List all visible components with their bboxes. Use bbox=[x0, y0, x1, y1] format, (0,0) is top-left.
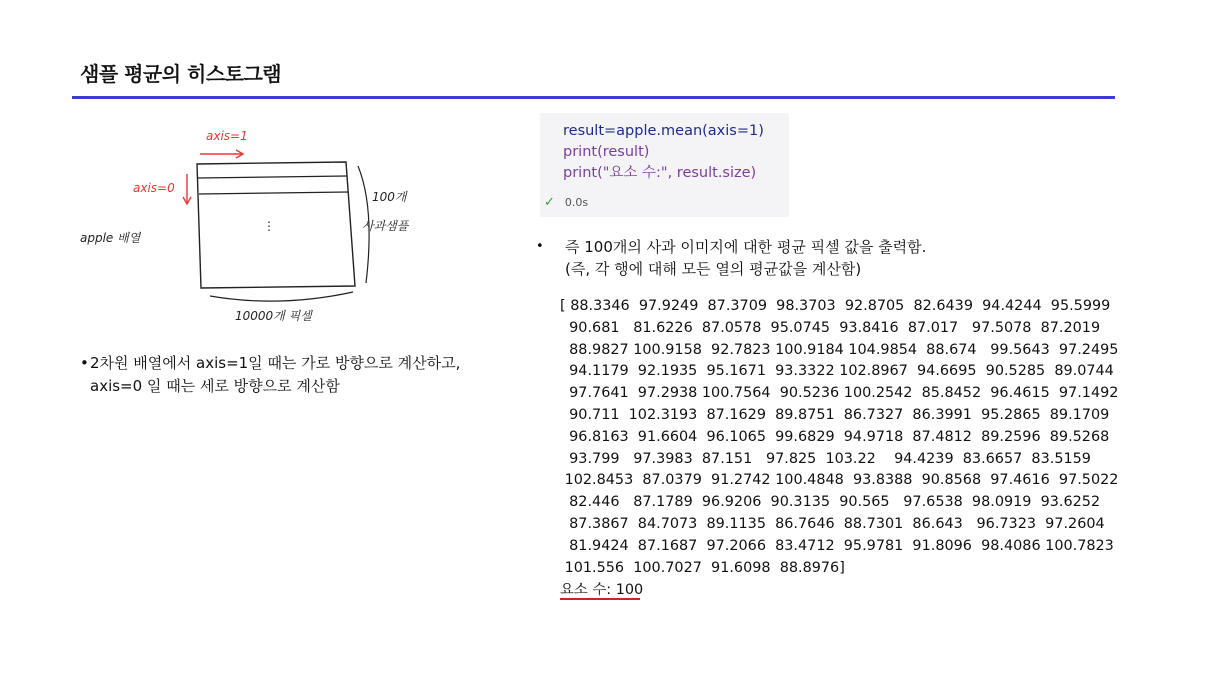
array-rectangle bbox=[197, 162, 355, 288]
right-bullet-line1: 즉 100개의 사과 이미지에 대한 평균 픽셀 값을 출력함. bbox=[565, 238, 927, 256]
cell-output bbox=[560, 296, 1160, 602]
output-line: 96.8163 91.6604 96.1065 99.6829 94.9718 87.4812 89.2596 89.5268 bbox=[560, 428, 1110, 445]
left-bullet-line1: 2차원 배열에서 axis=1일 때는 가로 방향으로 계산하고, bbox=[90, 354, 461, 372]
rows-label-line1: 100개 bbox=[372, 190, 407, 204]
output-line: 88.9827 100.9158 92.7823 100.9184 104.9854 88.674 99.5643 97.2495 bbox=[560, 341, 1119, 358]
size-output: 요소 수: 100 bbox=[560, 582, 644, 599]
code-cell[interactable] bbox=[540, 113, 789, 217]
check-icon: ✓ bbox=[544, 195, 555, 210]
axis1-label: axis=1 bbox=[206, 129, 248, 143]
code-lines bbox=[563, 121, 764, 184]
cols-brace bbox=[210, 292, 353, 301]
run-status bbox=[544, 195, 588, 210]
row-line-2 bbox=[199, 192, 348, 194]
left-bullet-line2: axis=0 일 때는 세로 방향으로 계산함 bbox=[90, 377, 340, 395]
output-line: 87.3867 84.7073 89.1135 86.7646 88.7301 86.643 96.7323 97.2604 bbox=[560, 515, 1105, 532]
rows-label-line2: 사과샘플 bbox=[362, 219, 409, 233]
output-line: [ 88.3346 97.9249 87.3709 98.3703 92.8705 82.6439 94.4244 95.5999 bbox=[560, 298, 1111, 314]
title-divider bbox=[72, 96, 1115, 99]
output-line: 93.799 97.3983 87.151 97.825 103.22 94.4239 83.6657 83.5159 bbox=[560, 450, 1091, 467]
output-line: 90.681 81.6226 87.0578 95.0745 93.8416 87.017 97.5078 87.2019 bbox=[560, 319, 1101, 336]
output-line: 101.556 100.7027 91.6098 88.8976] bbox=[560, 559, 845, 576]
vertical-dots: ⋮ bbox=[263, 219, 275, 233]
right-bullet bbox=[536, 236, 1096, 280]
bullet-marker: • bbox=[536, 239, 544, 254]
output-line: 97.7641 97.2938 100.7564 90.5236 100.2542 85.8452 96.4615 97.1492 bbox=[560, 385, 1119, 402]
page-title: 샘플 평균의 히스토그램 bbox=[80, 62, 282, 86]
code-line-3: print("요소 수:", result.size) bbox=[563, 165, 757, 181]
bullet-marker: • bbox=[80, 354, 89, 372]
output-line: 81.9424 87.1687 97.2066 83.4712 95.9781 91.8096 98.4086 100.7823 bbox=[560, 537, 1114, 554]
size-underline bbox=[560, 598, 640, 600]
code-line-1: result=apple.mean(axis=1) bbox=[563, 123, 764, 139]
code-line-2: print(result) bbox=[563, 144, 650, 160]
run-duration: 0.0s bbox=[564, 196, 589, 209]
right-bullet-line2: (즉, 각 행에 대해 모든 열의 평균값을 계산함) bbox=[565, 260, 862, 278]
output-line: 82.446 87.1789 96.9206 90.3135 90.565 97.6538 98.0919 93.6252 bbox=[560, 494, 1101, 511]
output-line: 90.711 102.3193 87.1629 89.8751 86.7327 86.3991 95.2865 89.1709 bbox=[560, 406, 1110, 423]
row-line-1 bbox=[198, 176, 347, 178]
axis0-label: axis=0 bbox=[133, 181, 175, 195]
axis-diagram bbox=[70, 118, 450, 338]
cols-label: 10000개 픽셀 bbox=[235, 309, 312, 323]
output-line: 102.8453 87.0379 91.2742 100.4848 93.8388 90.8568 97.4616 97.5022 bbox=[560, 472, 1119, 489]
left-bullet bbox=[80, 352, 520, 398]
array-label: apple 배열 bbox=[80, 231, 141, 245]
output-line: 94.1179 92.1935 95.1671 93.3322 102.8967 94.6695 90.5285 89.0744 bbox=[560, 363, 1114, 380]
